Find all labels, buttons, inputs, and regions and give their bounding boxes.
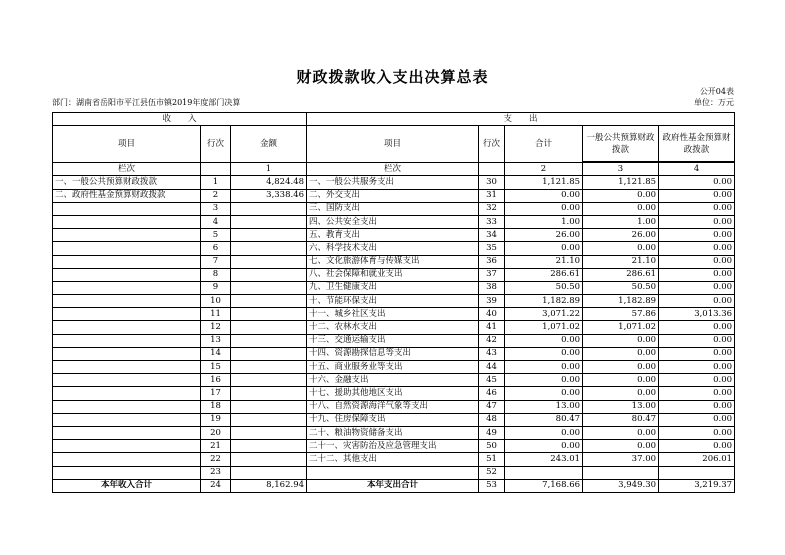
income-amount [231,202,307,215]
income-amount: 3,338.46 [231,189,307,202]
expense-item: 二十一、灾害防治及应急管理支出 [307,440,479,453]
expense-item: 五、教育支出 [307,229,479,242]
expense-row-no: 46 [479,387,505,400]
income-amount [231,361,307,374]
income-row-no: 20 [201,426,231,439]
expense-fund-budget: 206.01 [659,453,735,466]
table-row [53,321,735,334]
expense-total: 1,121.85 [505,176,583,189]
expense-item [307,466,479,479]
income-amount [231,281,307,294]
income-row-no: 4 [201,215,231,228]
expense-fund-budget: 0.00 [659,215,735,228]
income-amount [231,440,307,453]
expense-row-no: 51 [479,453,505,466]
table-row [53,295,735,308]
expense-item: 六、科学技术支出 [307,242,479,255]
expense-item: 十二、农林水支出 [307,321,479,334]
expense-general-budget: 286.61 [583,268,659,281]
col-4-label: 4 [659,163,735,176]
income-item [53,374,201,387]
income-amount [231,295,307,308]
table-row [53,374,735,387]
expense-fund-budget: 0.00 [659,400,735,413]
expense-total: 0.00 [505,387,583,400]
table-row [53,202,735,215]
col-2-label: 2 [505,163,583,176]
income-row-no: 12 [201,321,231,334]
expense-row-no: 52 [479,466,505,479]
expense-item-header: 项目 [307,126,479,163]
expense-total: 3,071.22 [505,308,583,321]
income-row-no: 6 [201,242,231,255]
fund-budget-header: 政府性基金预算财政拨款 [659,126,735,162]
expense-column-label: 栏次 [307,163,479,176]
expense-item: 八、社会保障和就业支出 [307,268,479,281]
expense-item: 十八、自然资源海洋气象等支出 [307,400,479,413]
income-row-no: 17 [201,387,231,400]
expense-item: 十七、援助其他地区支出 [307,387,479,400]
expense-fund-budget: 0.00 [659,361,735,374]
expense-row-no: 41 [479,321,505,334]
table-row [53,229,735,242]
expense-total: 0.00 [505,426,583,439]
income-item: 一、一般公共预算财政拨款 [53,176,201,189]
income-item [53,440,201,453]
expense-fund-budget: 0.00 [659,440,735,453]
expense-item: 一、一般公共服务支出 [307,176,479,189]
expense-item: 九、卫生健康支出 [307,281,479,294]
income-item [53,453,201,466]
expense-row-no: 42 [479,334,505,347]
income-amount [231,229,307,242]
expense-total: 13.00 [505,400,583,413]
income-item [53,347,201,360]
expense-row-no: 43 [479,347,505,360]
income-amount [231,453,307,466]
expense-total: 80.47 [505,413,583,426]
expense-general-budget: 37.00 [583,453,659,466]
income-row-no: 13 [201,334,231,347]
table-row [53,334,735,347]
expense-general-budget: 0.00 [583,387,659,400]
table-row [53,426,735,439]
income-item [53,202,201,215]
expense-row-no: 50 [479,440,505,453]
expense-fund-budget: 0.00 [659,176,735,189]
col-1-label: 1 [231,163,307,176]
expense-item: 二十二、其他支出 [307,453,479,466]
unit-label: 单位：万元 [694,98,734,107]
income-item [53,321,201,334]
expense-fund-budget: 0.00 [659,189,735,202]
table-row [53,387,735,400]
expense-row-no: 34 [479,229,505,242]
expense-fund-total: 3,219.37 [659,479,735,492]
table-row [53,347,735,360]
income-row-no-header: 行次 [201,126,231,163]
expense-total: 0.00 [505,189,583,202]
expense-item: 十九、住房保障支出 [307,413,479,426]
income-row-no: 16 [201,374,231,387]
expense-fund-budget: 0.00 [659,281,735,294]
expense-item: 十一、城乡社区支出 [307,308,479,321]
total-header: 合计 [505,126,583,163]
table-row [53,176,735,189]
expense-row-no: 40 [479,308,505,321]
income-row-no: 14 [201,347,231,360]
expense-item: 十六、金融支出 [307,374,479,387]
income-amount [231,215,307,228]
income-amount [231,466,307,479]
expense-total: 0.00 [505,361,583,374]
expense-row-no: 48 [479,413,505,426]
expense-total: 26.00 [505,229,583,242]
expense-row-no-header: 行次 [479,126,505,163]
income-column-label: 栏次 [53,163,201,176]
expense-general-budget: 1,121.85 [583,176,659,189]
expense-general-budget: 0.00 [583,426,659,439]
income-header: 收 入 [53,113,307,126]
expense-fund-budget: 0.00 [659,347,735,360]
table-row [53,308,735,321]
income-amount [231,413,307,426]
expense-total-label: 本年支出合计 [307,479,479,492]
expense-item: 三、国防支出 [307,202,479,215]
income-amount [231,268,307,281]
form-code: 公开04表 [699,87,734,96]
expense-total: 0.00 [505,242,583,255]
blank-cell [479,163,505,176]
expense-fund-budget: 0.00 [659,413,735,426]
expense-row-no: 39 [479,295,505,308]
income-amount [231,334,307,347]
expense-row-no: 36 [479,255,505,268]
expense-fund-budget: 0.00 [659,229,735,242]
expense-row-no: 47 [479,400,505,413]
expense-general-total: 3,949.30 [583,479,659,492]
expense-general-budget: 0.00 [583,189,659,202]
expense-fund-budget: 0.00 [659,295,735,308]
income-item [53,308,201,321]
general-budget-header: 一般公共预算财政拨款 [583,126,659,162]
expense-general-budget: 0.00 [583,374,659,387]
income-amount [231,255,307,268]
income-item [53,400,201,413]
income-item [53,295,201,308]
income-total-amount: 8,162.94 [231,479,307,492]
expense-fund-budget: 0.00 [659,374,735,387]
income-row-no: 1 [201,176,231,189]
expense-total: 21.10 [505,255,583,268]
table-row [53,466,735,479]
expense-row-no: 38 [479,281,505,294]
table-row [53,189,735,202]
income-item [53,255,201,268]
income-item [53,215,201,228]
income-amount [231,426,307,439]
table-row [53,361,735,374]
expense-fund-budget [659,466,735,479]
income-amount [231,374,307,387]
income-row-no: 18 [201,400,231,413]
expense-row-no: 32 [479,202,505,215]
expense-general-budget: 1.00 [583,215,659,228]
expense-total: 0.00 [505,374,583,387]
blank-cell [201,163,231,176]
expense-item: 二、外交支出 [307,189,479,202]
expense-item: 二十、粮油物资储备支出 [307,426,479,439]
expense-general-budget: 0.00 [583,347,659,360]
income-row-no: 11 [201,308,231,321]
budget-summary-table [52,112,735,493]
expense-grand-total: 7,168.66 [505,479,583,492]
income-item-header: 项目 [53,126,201,163]
expense-item: 十、节能环保支出 [307,295,479,308]
expense-fund-budget: 0.00 [659,334,735,347]
income-row-no: 5 [201,229,231,242]
expense-item: 四、公共安全支出 [307,215,479,228]
expense-total: 50.50 [505,281,583,294]
income-row-no: 2 [201,189,231,202]
expense-total [505,466,583,479]
expense-item: 十四、资源勘探信息等支出 [307,347,479,360]
expense-row-no: 45 [479,374,505,387]
income-row-no: 22 [201,453,231,466]
income-amount: 4,824.48 [231,176,307,189]
expense-row-no: 33 [479,215,505,228]
expense-total: 0.00 [505,334,583,347]
expense-row-no: 44 [479,361,505,374]
income-amount [231,242,307,255]
table-row [53,242,735,255]
income-row-no: 19 [201,413,231,426]
table-row [53,440,735,453]
col-3-label: 3 [583,163,659,176]
table-row [53,413,735,426]
expense-total: 1.00 [505,215,583,228]
income-item: 二、政府性基金预算财政拨款 [53,189,201,202]
income-row-no: 23 [201,466,231,479]
income-row-no: 3 [201,202,231,215]
expense-item: 十五、商业服务业等支出 [307,361,479,374]
income-item [53,426,201,439]
income-row-no: 15 [201,361,231,374]
expense-fund-budget: 0.00 [659,387,735,400]
income-amount-header: 金额 [231,126,307,163]
income-amount [231,400,307,413]
income-item [53,281,201,294]
income-row-no: 10 [201,295,231,308]
income-amount [231,308,307,321]
page-title: 财政拨款收入支出决算总表 [296,68,489,86]
expense-general-budget: 0.00 [583,361,659,374]
expense-total: 1,071.02 [505,321,583,334]
expense-general-budget: 13.00 [583,400,659,413]
table-row [53,281,735,294]
income-item [53,268,201,281]
expense-general-budget: 0.00 [583,334,659,347]
income-amount [231,347,307,360]
department-label: 部门：湖南省岳阳市平江县伍市镇2019年度部门决算 [52,98,241,107]
expense-row-no: 49 [479,426,505,439]
income-item [53,361,201,374]
expense-general-budget: 21.10 [583,255,659,268]
income-row-no: 21 [201,440,231,453]
totals-row [53,479,735,492]
expense-general-budget: 57.86 [583,308,659,321]
income-row-no: 8 [201,268,231,281]
income-row-no: 9 [201,281,231,294]
income-item [53,334,201,347]
table-row [53,268,735,281]
expense-total: 243.01 [505,453,583,466]
expense-row-no: 30 [479,176,505,189]
expense-row-no: 35 [479,242,505,255]
expense-fund-budget: 0.00 [659,268,735,281]
expense-row-no: 37 [479,268,505,281]
expense-general-budget: 26.00 [583,229,659,242]
expense-general-budget: 0.00 [583,202,659,215]
expense-general-budget: 0.00 [583,242,659,255]
income-total-label: 本年收入合计 [53,479,201,492]
expense-header: 支 出 [307,113,735,126]
table-row [53,255,735,268]
table-row [53,400,735,413]
income-amount [231,321,307,334]
expense-general-budget: 50.50 [583,281,659,294]
table-row [53,215,735,228]
expense-total-row-no: 53 [479,479,505,492]
expense-fund-budget: 0.00 [659,321,735,334]
income-row-no: 7 [201,255,231,268]
income-item [53,242,201,255]
expense-fund-budget: 0.00 [659,242,735,255]
income-amount [231,387,307,400]
income-item [53,413,201,426]
income-item [53,229,201,242]
expense-total: 286.61 [505,268,583,281]
expense-fund-budget: 0.00 [659,255,735,268]
table-row [53,453,735,466]
expense-total: 0.00 [505,440,583,453]
expense-general-budget [583,466,659,479]
expense-item: 七、文化旅游体育与传媒支出 [307,255,479,268]
expense-fund-budget: 0.00 [659,426,735,439]
expense-fund-budget: 0.00 [659,202,735,215]
income-item [53,466,201,479]
income-item [53,387,201,400]
expense-item: 十三、交通运输支出 [307,334,479,347]
expense-general-budget: 80.47 [583,413,659,426]
expense-total: 0.00 [505,202,583,215]
expense-total: 0.00 [505,347,583,360]
expense-general-budget: 1,182.89 [583,295,659,308]
income-total-row-no: 24 [201,479,231,492]
expense-row-no: 31 [479,189,505,202]
expense-fund-budget: 3,013.36 [659,308,735,321]
expense-general-budget: 1,071.02 [583,321,659,334]
expense-general-budget: 0.00 [583,440,659,453]
expense-total: 1,182.89 [505,295,583,308]
